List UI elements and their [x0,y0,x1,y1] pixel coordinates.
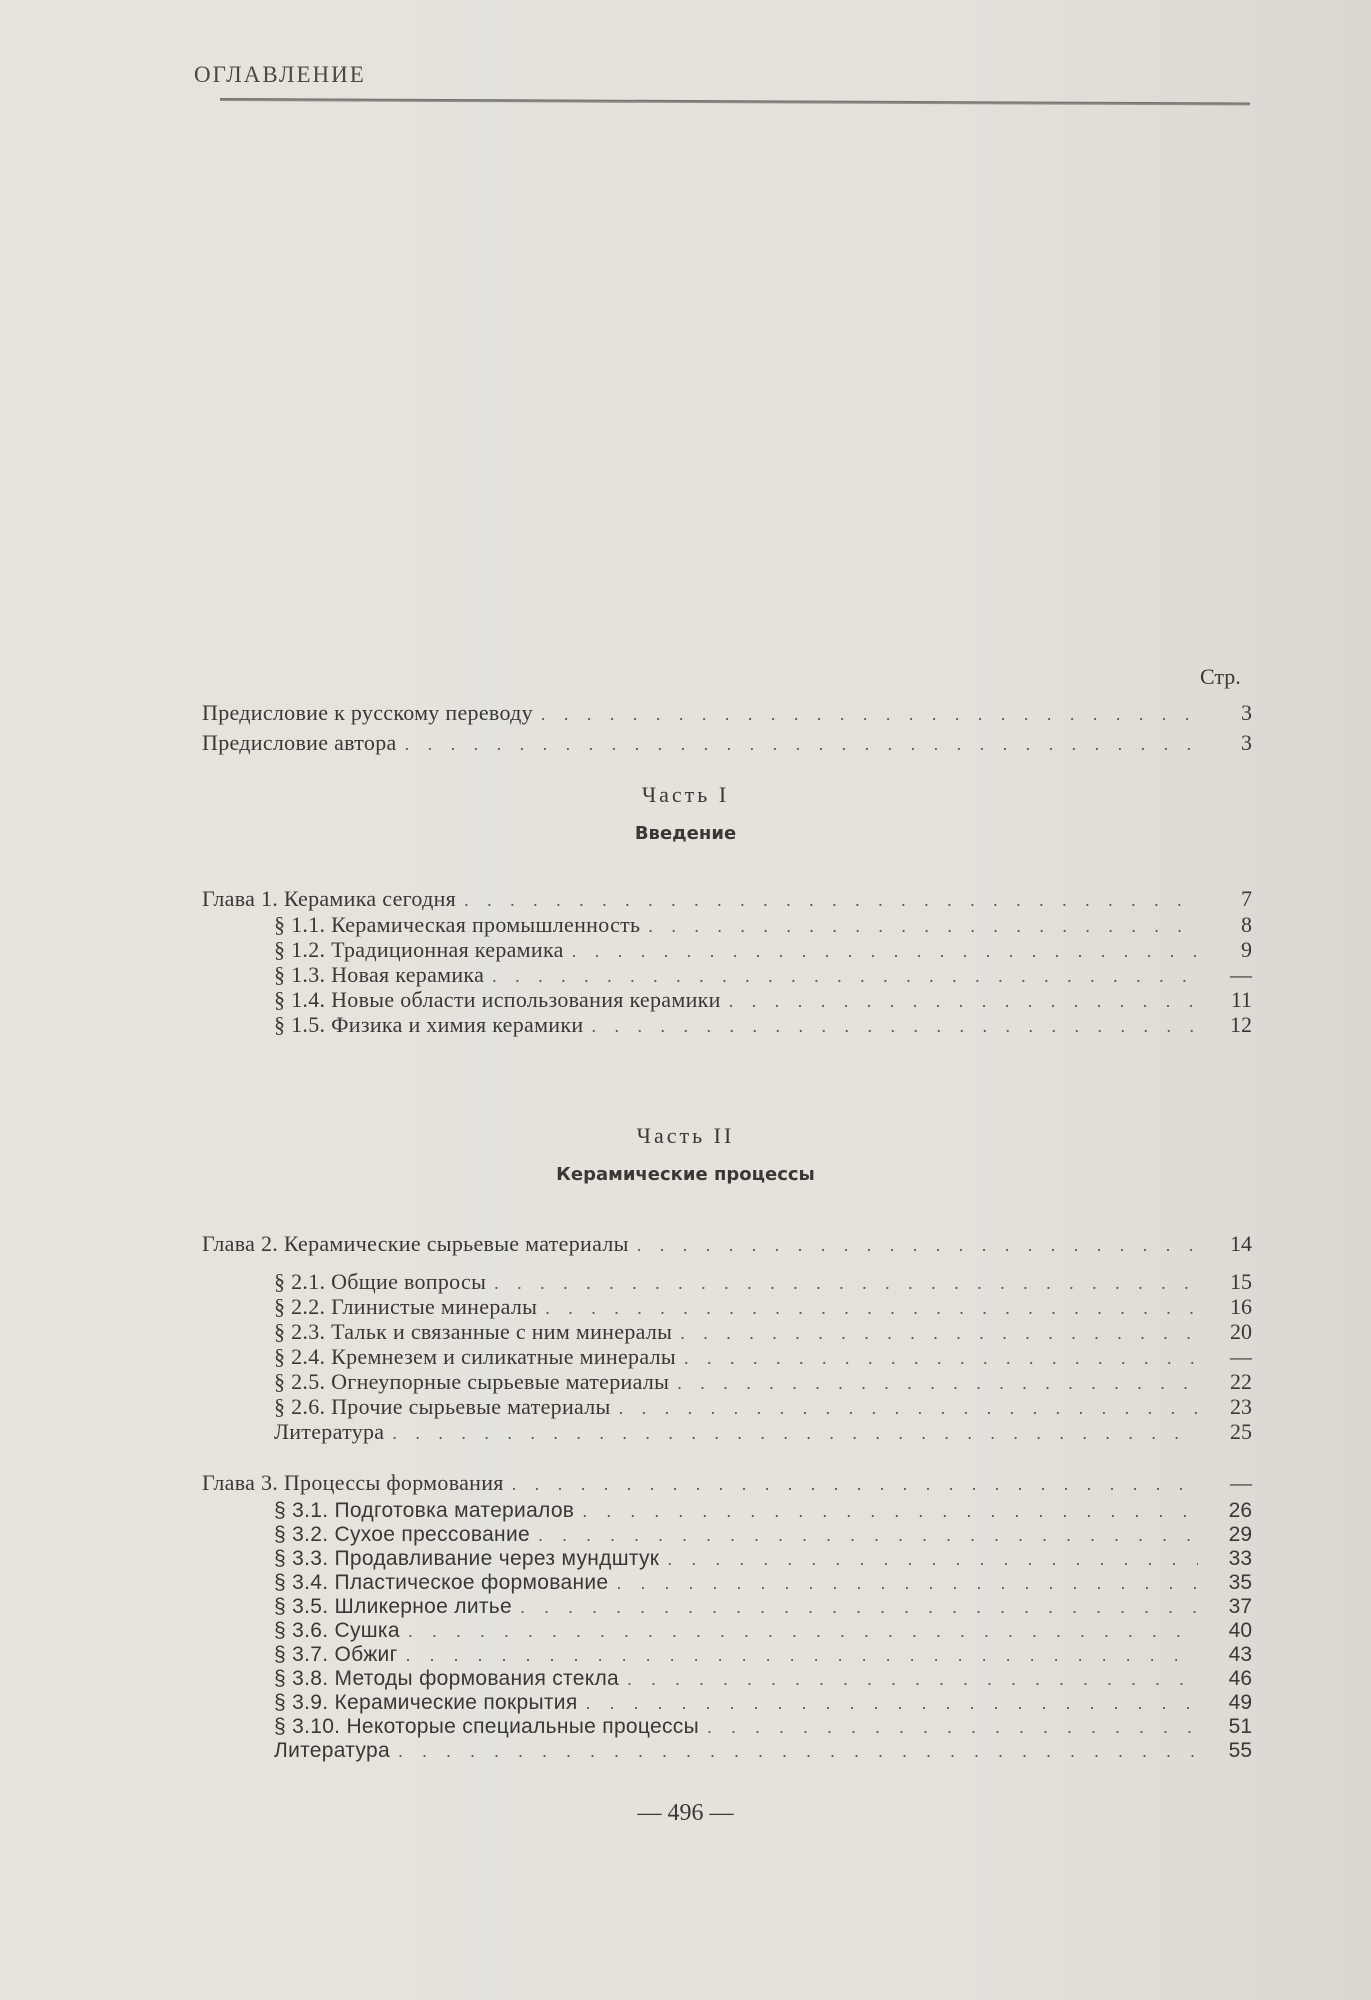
leader-dots [492,967,1198,985]
leader-dots [545,1299,1198,1317]
leader-dots [541,705,1198,723]
leader-dots [572,942,1198,960]
toc-section: § 3.3. Продавливание через мундштук . . . 33 [274,1548,1252,1569]
toc-section: § 2.6. Прочие сырьевые материалы . . . 23 [274,1396,1252,1418]
leader-dots [520,1598,1198,1616]
part-title: Часть I [641,782,730,807]
page-column-label: Стр. [1200,664,1241,689]
leader-dots [637,1236,1198,1254]
toc-section: § 1.4. Новые области использования керамики . . . 11 [274,989,1252,1011]
toc-section: § 3.2. Сухое прессование . . . 29 [274,1524,1252,1545]
leader-dots [538,1526,1198,1544]
leader-dots [582,1502,1198,1520]
leader-dots [392,1424,1198,1442]
leader-dots [648,917,1198,935]
leader-dots [707,1718,1198,1736]
toc-section: § 3.6. Сушка . . . 40 [274,1620,1252,1641]
leader-dots [586,1694,1199,1712]
toc-section: § 3.7. Обжиг . . . 43 [274,1644,1252,1665]
leader-dots [627,1670,1198,1688]
page-header-title: ОГЛАВЛЕНИЕ [194,62,366,87]
toc-section: § 2.3. Тальк и связанные с ним минералы . . . 20 [274,1321,1252,1343]
toc-chapter: Глава 3. Процессы формования . . . — [202,1472,1252,1494]
toc-section: § 2.5. Огнеупорные сырьевые материалы . . . 22 [274,1371,1252,1393]
toc-section: § 1.1. Керамическая промышленность . . . 8 [274,914,1252,936]
page-number-footer: — 496 — [637,1800,734,1826]
part-title: Часть II [636,1123,735,1148]
leader-dots [408,1622,1198,1640]
leader-dots [398,1742,1198,1760]
toc-section: § 3.8. Методы формования стекла . . . 46 [274,1668,1252,1689]
part-subtitle: Введение [634,823,737,844]
part-subtitle: Керамические процессы [556,1164,815,1185]
toc-section: § 3.9. Керамические покрытия . . . 49 [274,1692,1252,1713]
toc-section: § 2.2. Глинистые минералы . . . 16 [274,1296,1252,1318]
toc-section: § 1.2. Традиционная керамика . . . 9 [274,939,1252,961]
toc-section: § 3.5. Шликерное литье . . . 37 [274,1596,1252,1617]
leader-dots [494,1274,1198,1292]
leader-dots [684,1349,1198,1367]
toc-section: § 1.3. Новая керамика . . . — [274,964,1252,986]
toc-section: § 3.10. Некоторые специальные процессы . . . 51 [274,1716,1252,1737]
leader-dots [406,1646,1198,1664]
leader-dots [405,735,1198,753]
leader-dots [616,1574,1198,1592]
toc-chapter: Глава 1. Керамика сегодня . . . 7 [202,888,1252,910]
toc-entry: Предисловие к русскому переводу . . . 3 [202,702,1252,724]
toc-section: § 3.1. Подготовка материалов . . . 26 [274,1500,1252,1521]
toc-section: Литература . . . 55 [274,1740,1252,1761]
leader-dots [667,1550,1198,1568]
toc-section: § 2.1. Общие вопросы . . . 15 [274,1271,1252,1293]
toc-entry: Предисловие автора . . . 3 [202,732,1252,754]
leader-dots [677,1374,1198,1392]
toc-section: § 1.5. Физика и химия керамики . . . 12 [274,1014,1252,1036]
toc-section: Литература . . . 25 [274,1421,1252,1443]
leader-dots [680,1324,1198,1342]
toc-chapter: Глава 2. Керамические сырьевые материалы . . . 14 [202,1233,1252,1255]
leader-dots [591,1017,1198,1035]
toc-section: § 3.4. Пластическое формование . . . 35 [274,1572,1252,1593]
leader-dots [619,1399,1198,1417]
leader-dots [729,992,1198,1010]
leader-dots [512,1475,1198,1493]
leader-dots [464,891,1198,909]
toc-section: § 2.4. Кремнезем и силикатные минералы . . . — [274,1346,1252,1368]
header-rule [220,98,1250,105]
